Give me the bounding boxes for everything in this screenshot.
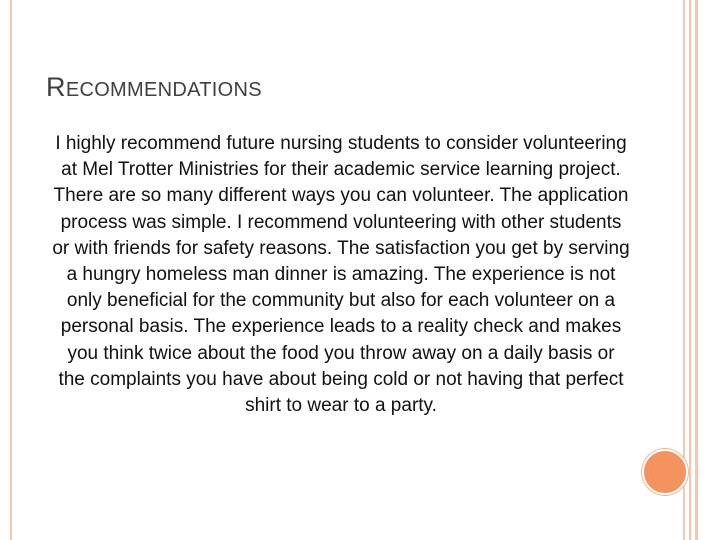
right-border-line — [689, 0, 691, 540]
title-rest: ECOMMENDATIONS — [65, 79, 262, 101]
accent-circle — [642, 449, 688, 495]
right-border-line — [695, 0, 698, 540]
body-paragraph: I highly recommend future nursing students to consider volunteering at Mel Trotter Ministries for their academic service learning project. There are so many different ways you can volunteer. The application process was simple. I recommend volunteering with other students or with friends for safety reasons. The satisfaction you get by serving a hungry homeless man dinner is amazing. The experience is not only beneficial for the community but also for each volunteer on a personal basis. The experience leads to a reality check and makes you think twice about the food you throw away on a daily basis or the complaints you have about being cold or not having that perfect shirt to wear to a party. — [52, 133, 630, 417]
slide-title — [46, 74, 262, 101]
left-border-line — [10, 0, 12, 540]
title-initial: R — [46, 72, 66, 102]
